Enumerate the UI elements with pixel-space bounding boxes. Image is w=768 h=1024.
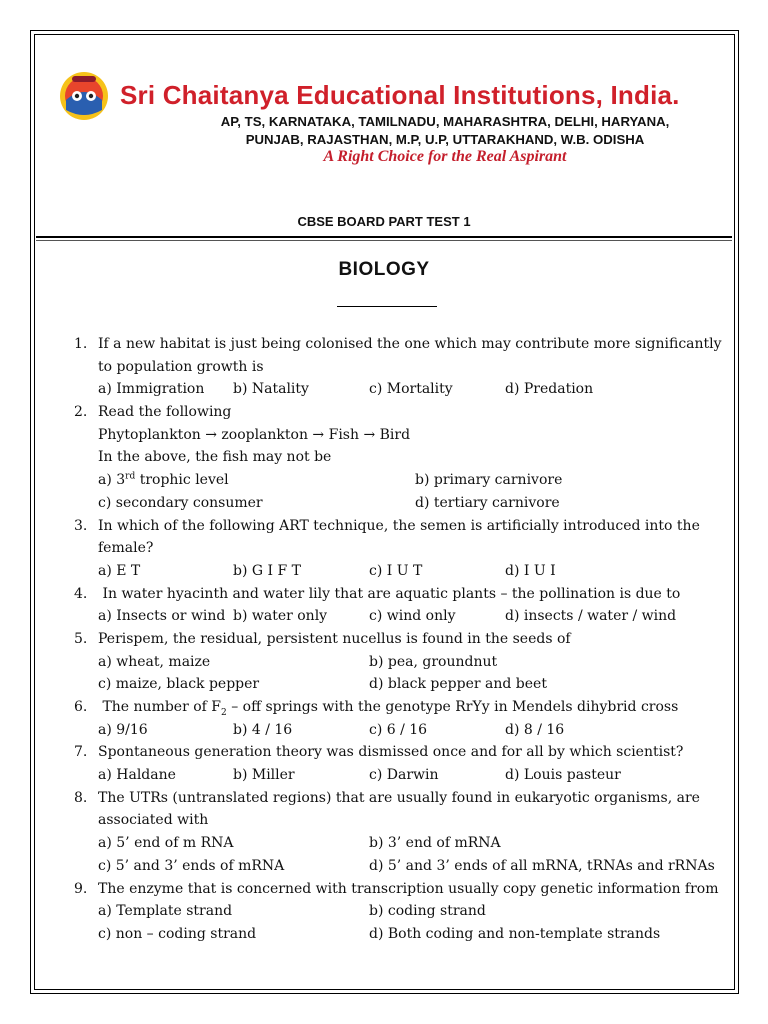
institution-states: [150, 113, 740, 149]
option-c[interactable]: c) 6 / 16: [369, 721, 428, 738]
question-text: associated with: [98, 812, 209, 829]
question-text: The number of $F_2$ – off springs with the genotype RrYy in Mendels dihybrid cross: [98, 699, 679, 718]
option-d[interactable]: d) tertiary carnivore: [415, 494, 560, 511]
question-2: [0, 401, 768, 514]
question-text: Spontaneous generation theory was dismissed once and for all by which scientist?: [98, 744, 684, 761]
question-text: Perispem, the residual, persistent nucellus is found in the seeds of: [98, 630, 571, 647]
food-chain: Phytoplankton → zooplankton → Fish → Bird: [98, 426, 411, 443]
question-number: 4.: [74, 585, 88, 602]
option-a[interactable]: a) E T: [98, 562, 141, 579]
option-b[interactable]: b) pea, groundnut: [369, 653, 498, 670]
option-d[interactable]: d) Predation: [505, 381, 594, 398]
option-a[interactable]: a) Template strand: [98, 903, 233, 920]
option-d[interactable]: d) 8 / 16: [505, 721, 565, 738]
option-c[interactable]: c) Mortality: [369, 381, 453, 398]
question-text: If a new habitat is just being colonised the one which may contribute more significantly: [98, 336, 722, 352]
option-a[interactable]: a) 9/16: [98, 721, 148, 738]
question-text: In water hyacinth and water lily that are aquatic plants – the pollination is due to: [98, 585, 681, 602]
option-d[interactable]: d) I U I: [505, 562, 556, 579]
option-d[interactable]: d) Louis pasteur: [505, 767, 621, 784]
question-1: [0, 333, 768, 401]
option-b[interactable]: b) 3’ end of mRNA: [369, 835, 501, 852]
subject-title: BIOLOGY: [338, 259, 430, 280]
question-text: In which of the following ART technique, the semen is artificially introduced into the: [98, 517, 700, 534]
option-c[interactable]: c) non – coding strand: [98, 925, 257, 942]
option-a[interactable]: a) Insects or wind: [98, 608, 226, 625]
option-c[interactable]: c) 5’ and 3’ ends of mRNA: [98, 857, 285, 874]
option-d[interactable]: d) black pepper and beet: [369, 676, 547, 693]
header-divider-thin: [36, 240, 732, 241]
test-title: CBSE BOARD PART TEST 1: [297, 214, 471, 229]
option-b[interactable]: b) 4 / 16: [233, 721, 293, 738]
question-text: female?: [98, 540, 154, 557]
question-number: 6.: [74, 699, 88, 715]
option-c[interactable]: c) maize, black pepper: [98, 676, 260, 693]
option-d[interactable]: d) 5’ and 3’ ends of all mRNA, tRNAs and rRNAs: [369, 857, 715, 874]
question-text: The enzyme that is concerned with transcription usually copy genetic information from: [98, 880, 719, 897]
question-7: [0, 741, 768, 786]
option-b[interactable]: b) Miller: [233, 767, 295, 784]
institution-logo-icon: [58, 70, 110, 122]
option-a[interactable]: a) 3rd trophic level: [98, 471, 229, 489]
states-line-2: PUNJAB, RAJASTHAN, M.P, U.P, UTTARAKHAND, W.B. ODISHA: [245, 132, 645, 147]
option-a[interactable]: a) Haldane: [98, 767, 176, 784]
question-8: [0, 787, 768, 878]
option-d[interactable]: d) insects / water / wind: [505, 608, 677, 625]
question-5: [0, 628, 768, 696]
states-line-1: AP, TS, KARNATAKA, TAMILNADU, MAHARASHTRA, DELHI, HARYANA,: [220, 114, 670, 129]
option-b[interactable]: b) Natality: [233, 381, 309, 398]
question-number: 7.: [74, 744, 88, 761]
option-c[interactable]: c) wind only: [369, 608, 456, 625]
institution-name: Sri Chaitanya Educational Institutions, India.: [120, 80, 680, 110]
option-c[interactable]: c) Darwin: [369, 767, 439, 784]
question-number: 5.: [74, 630, 88, 647]
question-text: to population growth is: [98, 358, 264, 375]
question-number: 8.: [74, 789, 88, 806]
option-c[interactable]: c) secondary consumer: [98, 494, 263, 511]
question-9: [0, 878, 768, 946]
option-b[interactable]: b) coding strand: [369, 903, 486, 920]
option-a[interactable]: a) 5’ end of m RNA: [98, 835, 234, 852]
header-divider: [36, 236, 732, 238]
question-text: The UTRs (untranslated regions) that are usually found in eukaryotic organisms, are: [98, 789, 700, 806]
option-a[interactable]: a) Immigration: [98, 381, 205, 398]
subject-underline: [337, 306, 437, 307]
question-text: Read the following: [98, 404, 232, 421]
option-b[interactable]: b) primary carnivore: [415, 472, 563, 489]
option-a[interactable]: a) wheat, maize: [98, 653, 211, 670]
question-text: In the above, the fish may not be: [98, 449, 332, 466]
option-c[interactable]: c) I U T: [369, 562, 423, 579]
option-b[interactable]: b) water only: [233, 608, 328, 625]
question-number: 2.: [74, 404, 88, 421]
question-number: 1.: [74, 336, 88, 352]
question-3: [0, 515, 768, 583]
option-b[interactable]: b) G I F T: [233, 562, 301, 579]
question-4: [0, 583, 768, 628]
question-number: 3.: [74, 517, 88, 534]
option-d[interactable]: d) Both coding and non-template strands: [369, 925, 661, 942]
question-6: [0, 696, 768, 741]
tagline: A Right Choice for the Real Aspirant: [323, 148, 567, 165]
question-list: [0, 333, 768, 946]
question-number: 9.: [74, 880, 88, 897]
